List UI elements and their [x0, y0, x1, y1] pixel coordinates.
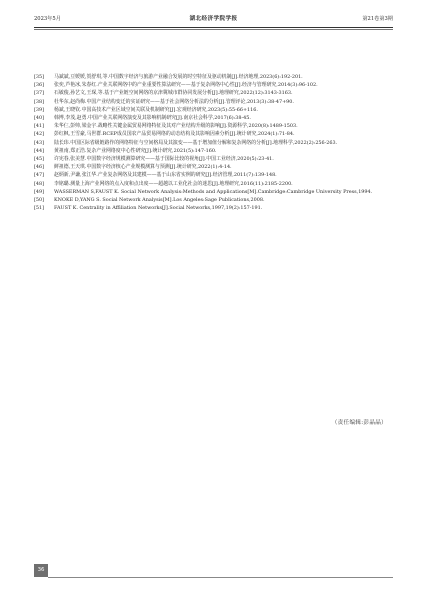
header-rule [34, 27, 393, 28]
reference-text: 石敏俊,孙艺文,王琛,等.基于产业链空间网络的京津冀城市群协同发展分析[J].地理研究,2022(12):3143-3163. [54, 90, 293, 97]
reference-number: [35] [34, 74, 45, 80]
reference-number: [47] [34, 172, 45, 179]
reference-text: 陆长玮.中国区际省级链路作的网络特征与空间格局及其演变——基于增加值分解和复杂网络的分析[J].地理科学,2022(2):256-263. [54, 139, 338, 146]
reference-text: KNOKE D,YANG S. Social Network Analysis[M].Los Angeles:Sage Publications,2008. [54, 197, 265, 204]
reference-text: 李铭璐.测量上海产业网络的点入度和点出度——超越以工业化社会的迷思[J].地理研究,2016(11):2185-2200. [54, 180, 293, 187]
reference-number: [41] [34, 123, 45, 130]
reference-item [34, 89, 393, 97]
running-header [34, 13, 393, 25]
reference-item [34, 81, 393, 89]
header-date: 2023年5月 [34, 16, 61, 22]
reference-text: FAUST K. Centrality in Affiliation Networks[J].Social Networks,1997,19(2):157-191. [54, 205, 263, 212]
reference-number: [45] [34, 156, 45, 163]
reference-text: 鲜祖德,王天琪.中国数字经济核心产业规模测算与预测[J].统计研究,2022(1):4-14. [54, 164, 232, 171]
reference-item [34, 122, 393, 130]
reference-item [34, 114, 393, 122]
reference-text: 杨斌,王晓钦.中国高技术产业区域空间关联及机制研究[J].宏观经济研究,2023(5):55-66+116. [54, 106, 258, 113]
reference-number: [37] [34, 90, 45, 97]
reference-item [34, 73, 393, 81]
reference-item [34, 180, 393, 188]
page-number: 36 [34, 564, 48, 577]
reference-item [34, 147, 393, 155]
reference-item [34, 204, 393, 212]
reference-text: 张奕,芦艳冰,朱春红.产业关联网络中的产业重要性算法研究——基于复杂网络中心性[J].经济与管理研究,2014(3):96-102. [54, 82, 318, 89]
reference-item [34, 106, 393, 114]
reference-number: [40] [34, 115, 45, 122]
reference-text: 赵炳新,尹谦,张江华.产业复杂网络及其建模——基于山东省实例的研究[J].经济管理,2011(7):139-148. [54, 172, 277, 179]
reference-item [34, 196, 393, 204]
reference-number: [38] [34, 98, 45, 105]
reference-list [34, 73, 393, 212]
reference-number: [48] [34, 180, 45, 187]
footer-rule [48, 577, 393, 578]
reference-item [34, 139, 393, 147]
reference-number: [49] [34, 188, 45, 195]
reference-number: [36] [34, 82, 45, 89]
journal-title: 湖北经济学院学报 [189, 16, 238, 22]
reference-text: WASSERMAN S,FAUST K. Social Network Analysis:Methods and Applications[M].Cambridge:Cambridge University Press,1994. [54, 188, 373, 195]
reference-text: 马斌斌,豆媛媛,贺舒琪,等.中国数字经济与旅游产业融合发展的时空特征及驱动机制[J].经济地理,2023(6):192-201. [54, 74, 303, 80]
reference-item [34, 155, 393, 163]
header-volume-issue: 第21卷第3期 [362, 16, 393, 22]
reference-item [34, 188, 393, 196]
reference-number: [51] [34, 205, 45, 212]
reference-text: 许宪春,张美慧.中国数字经济规模测算研究——基于国际比较的视角[J].中国工业经济,2020(5):23-41. [54, 156, 274, 163]
reference-text: 黄祖南,郑正浩.复杂产业网络度中心性研究[J].统计研究,2021(5):147-160. [54, 147, 217, 154]
reference-number: [50] [34, 197, 45, 204]
reference-item [34, 171, 393, 179]
reference-number: [42] [34, 131, 45, 138]
reference-item [34, 130, 393, 138]
reference-number: [39] [34, 106, 45, 113]
reference-number: [44] [34, 147, 45, 154]
editor-note: （责任编辑:彭晶晶） [331, 420, 387, 426]
reference-item [34, 163, 393, 171]
reference-number: [46] [34, 164, 45, 171]
reference-text: 彭红枫,王雪豪,马世群.RCEP成员国农产品贸易网络的动态结构及其影响因素分析[J].统计研究,2024(1):71-84. [54, 131, 295, 138]
header-rule-thin [34, 29, 393, 30]
reference-item [34, 98, 393, 106]
reference-text: 杜华东,赵尚梅.中国产业结构变迁的实证研究——基于社会网络分析法的分析[J].管理评论,2013(3):38-47+90. [54, 98, 294, 105]
reference-text: 韩博,李茂,赵勇.中国产业关联网络演变及其影响机制研究[J].南京社会科学,2017(6):38-45. [54, 115, 251, 122]
reference-number: [43] [34, 139, 45, 146]
reference-text: 朱华仨,彭帅,梁金宇.战略性关键金属贸易网络特征及其对产业结构升级的影响[J].资源科学,2020(8):1489-1503. [54, 123, 298, 130]
